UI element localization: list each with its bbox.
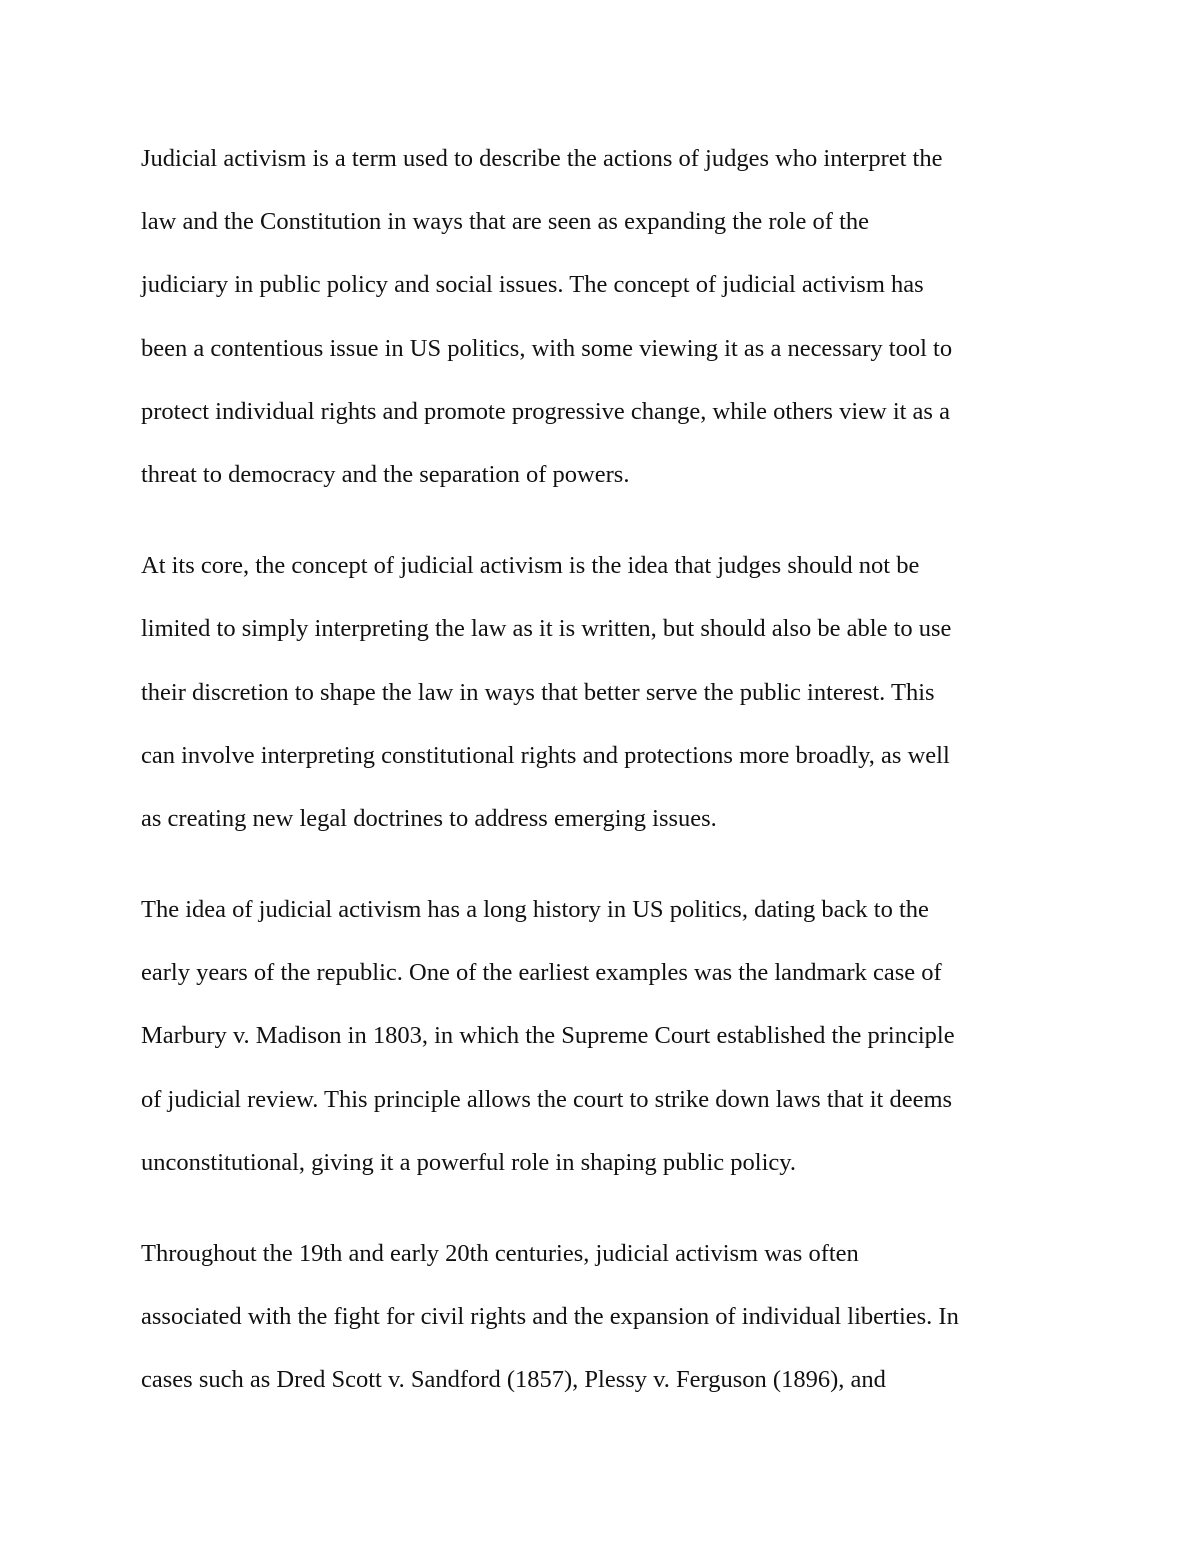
text-line: as creating new legal doctrines to address emerging issues. bbox=[141, 804, 717, 832]
text-line: can involve interpreting constitutional rights and protections more broadly, as well bbox=[141, 741, 950, 769]
text-line: their discretion to shape the law in ways that better serve the public interest. This bbox=[141, 678, 935, 706]
text-line: limited to simply interpreting the law as it is written, but should also be able to use bbox=[141, 615, 952, 643]
text-line: law and the Constitution in ways that are seen as expanding the role of the bbox=[141, 208, 870, 236]
text-line: Throughout the 19th and early 20th centuries, judicial activism was often bbox=[141, 1240, 859, 1267]
text-line: associated with the fight for civil rights and the expansion of individual liberties. In bbox=[141, 1303, 959, 1331]
paragraph-1 bbox=[141, 136, 1081, 515]
text-line: been a contentious issue in US politics, with some viewing it as a necessary tool to bbox=[141, 334, 953, 362]
text-line: At its core, the concept of judicial activism is the idea that judges should not be bbox=[141, 552, 920, 580]
text-line: cases such as Dred Scott v. Sandford (1857), Plessy v. Ferguson (1896), and bbox=[141, 1366, 886, 1394]
text-line: judiciary in public policy and social issues. The concept of judicial activism has bbox=[141, 271, 924, 299]
text-line: The idea of judicial activism has a long history in US politics, dating back to the bbox=[141, 896, 929, 924]
text-line: protect individual rights and promote progressive change, while others view it as a bbox=[141, 397, 950, 425]
text-line: threat to democracy and the separation of powers. bbox=[141, 460, 630, 488]
document-body bbox=[141, 136, 1081, 1449]
paragraph-4 bbox=[141, 1231, 1081, 1421]
text-line: Marbury v. Madison in 1803, in which the Supreme Court established the principle bbox=[141, 1022, 955, 1050]
text-line: Judicial activism is a term used to describe the actions of judges who interpret the bbox=[141, 145, 943, 172]
paragraph-2 bbox=[141, 543, 1081, 859]
text-line: of judicial review. This principle allows the court to strike down laws that it deems bbox=[141, 1085, 953, 1113]
text-line: unconstitutional, giving it a powerful role in shaping public policy. bbox=[141, 1148, 797, 1176]
paragraph-3 bbox=[141, 887, 1081, 1203]
text-line: early years of the republic. One of the earliest examples was the landmark case of bbox=[141, 959, 942, 987]
